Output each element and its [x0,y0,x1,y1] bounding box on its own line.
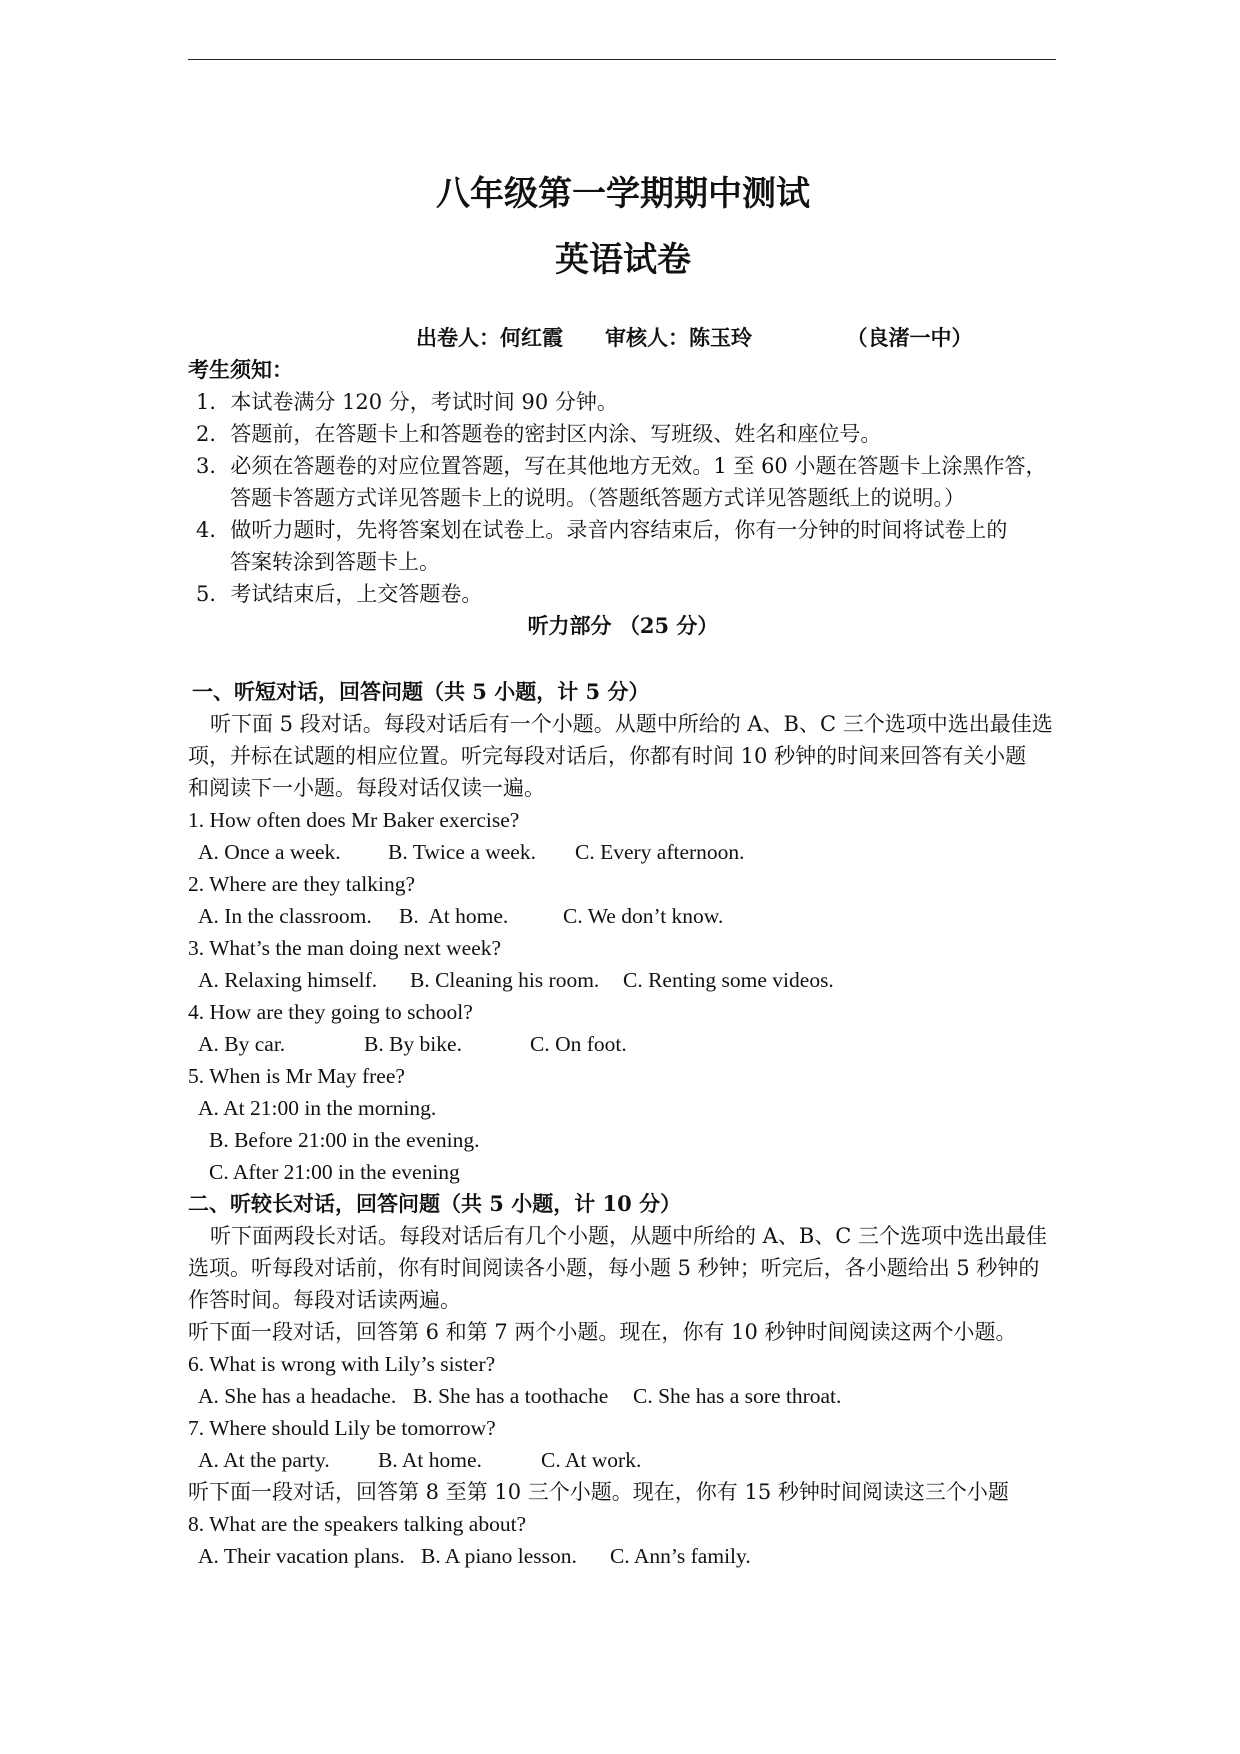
dialog1-intro: 听下面一段对话，回答第 6 和第 7 两个小题。现在，你有 10 秒钟时间阅读这两个小题。 [188,1320,1017,1344]
section2-instruction: 听下面两段长对话。每段对话后有几个小题，从题中所给的 A、B、C 三个选项中选出最佳 [210,1224,1048,1248]
question-2: 2. Where are they talking? [188,872,416,896]
section1-heading: 一、听短对话，回答问题（共 5 小题，计 5 分） [192,679,650,704]
q4-option-a: A. By car. [198,1032,286,1056]
exam-subtitle: 英语试卷 [555,240,691,280]
notice-item-continued: 答题卡答题方式详见答题卡上的说明。（答题纸答题方式详见答题纸上的说明。） [230,486,965,510]
q4-option-c: C. On foot. [530,1032,627,1056]
section2-heading: 二、听较长对话，回答问题（共 5 小题，计 10 分） [188,1191,682,1216]
question-4: 4. How are they going to school? [188,1000,473,1024]
q8-option-b: B. A piano lesson. [421,1544,577,1568]
q1-option-c: C. Every afternoon. [575,840,745,864]
question-8: 8. What are the speakers talking about? [188,1512,527,1536]
q8-option-a: A. Their vacation plans. [198,1544,405,1568]
q2-option-c: C. We don’t know. [563,904,724,928]
notice-item: 2．答题前，在答题卡上和答题卷的密封区内涂、写班级、姓名和座位号。 [196,422,882,446]
q7-option-a: A. At the party. [198,1448,330,1472]
q7-option-b: B. At home. [378,1448,482,1472]
header-rule [188,59,1056,60]
notice-item: 3．必须在答题卷的对应位置答题，写在其他地方无效。1 至 60 小题在答题卡上涂黑作答， [196,454,1047,478]
question-7: 7. Where should Lily be tomorrow? [188,1416,496,1440]
q5-option-c: C. After 21:00 in the evening [209,1160,460,1184]
question-5: 5. When is Mr May free? [188,1064,405,1088]
notice-item: 4．做听力题时，先将答案划在试卷上。录音内容结束后，你有一分钟的时间将试卷上的 [196,518,1008,542]
q5-option-a: A. At 21:00 in the morning. [198,1096,437,1120]
q2-option-b: B. At home. [399,904,509,928]
notice-heading: 考生须知： [188,357,293,382]
q4-option-b: B. By bike. [364,1032,462,1056]
q6-option-b: B. She has a toothache [413,1384,609,1408]
section2-instruction: 作答时间。每段对话读两遍。 [188,1288,461,1312]
q6-option-a: A. She has a headache. [198,1384,397,1408]
q3-option-b: B. Cleaning his room. [410,968,600,992]
q7-option-c: C. At work. [541,1448,642,1472]
q8-option-c: C. Ann’s family. [610,1544,751,1568]
listening-heading: 听力部分 （25 分） [527,613,719,638]
notice-item: 5．考试结束后，上交答题卷。 [196,582,483,606]
author-line: 出卷人：何红霞 审核人：陈玉玲 （良渚一中） [416,325,973,350]
exam-title: 八年级第一学期期中测试 [436,174,810,214]
q3-option-c: C. Renting some videos. [623,968,834,992]
q1-option-a: A. Once a week. [198,840,341,864]
q2-option-a: A. In the classroom. [198,904,372,928]
q5-option-b: B. Before 21:00 in the evening. [209,1128,480,1152]
q6-option-c: C. She has a sore throat. [633,1384,842,1408]
section2-instruction: 选项。听每段对话前，你有时间阅读各小题，每小题 5 秒钟；听完后，各小题给出 5 秒钟的 [188,1256,1040,1280]
section1-instruction: 和阅读下一小题。每段对话仅读一遍。 [188,776,545,800]
question-6: 6. What is wrong with Lily’s sister? [188,1352,496,1376]
q3-option-a: A. Relaxing himself. [198,968,378,992]
q1-option-b: B. Twice a week. [388,840,536,864]
section1-instruction: 项，并标在试题的相应位置。听完每段对话后，你都有时间 10 秒钟的时间来回答有关小题 [188,744,1027,768]
notice-item: 1．本试卷满分 120 分，考试时间 90 分钟。 [196,390,618,414]
dialog2-intro: 听下面一段对话，回答第 8 至第 10 三个小题。现在，你有 15 秒钟时间阅读这三个小题 [188,1480,1009,1504]
section1-instruction: 听下面 5 段对话。每段对话后有一个小题。从题中所给的 A、B、C 三个选项中选出最佳选 [210,712,1053,736]
question-3: 3. What’s the man doing next week? [188,936,502,960]
notice-item-continued: 答案转涂到答题卡上。 [230,550,440,574]
question-1: 1. How often does Mr Baker exercise? [188,808,520,832]
